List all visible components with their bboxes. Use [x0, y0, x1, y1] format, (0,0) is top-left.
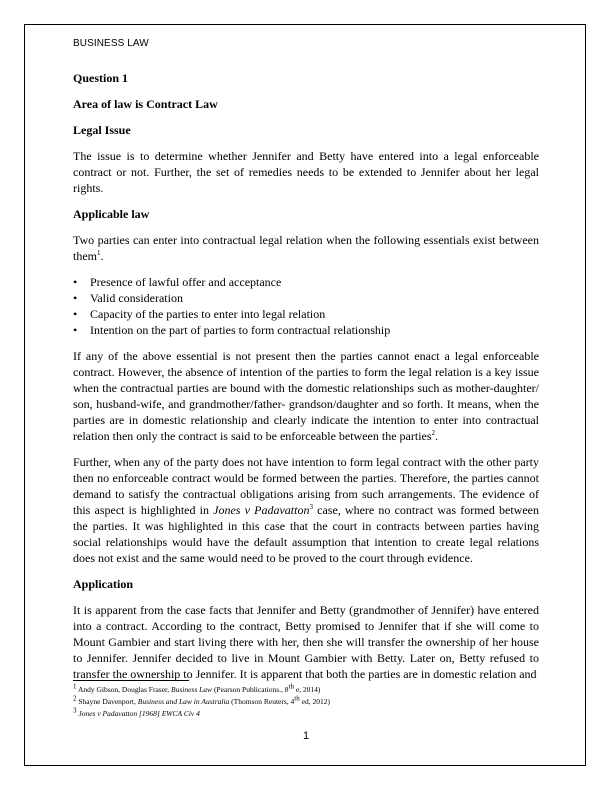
applicable-law-heading: Applicable law — [73, 207, 150, 221]
para3-text-b: case, where no contract was formed between the parties. It was highlighted in this case that the court in contracts between parties having social relationships would have the default assumption that intention to create legal relations does not exist and the same would need to be proved to the court through evidence. — [73, 503, 539, 565]
footnotes — [73, 684, 539, 720]
intro-end: . — [100, 249, 104, 263]
case-name: Jones v Padavatton — [213, 503, 310, 517]
application-heading: Application — [73, 577, 134, 591]
document-body — [73, 70, 539, 682]
para2-text: If any of the above essential is not present then the parties cannot enact a legal enforceable contract. However, the absence of intention of the parties to form the legal relation is a key issue when the contractual parties are bound with the domestic relationships such as mother-daughter/ son, husband-wife, and grandmother/father- grandson/daughter and so forth. It means, when the parties are in domestic relationship and clearly indicate the intention to enter into contractual relation then only the contract is said to be enforceable between the parties — [73, 349, 539, 443]
para3-text-a: Further, when any of the party does not have intention to form legal contract with the other party then no enforceable contract would be formed between the parties. Therefore, the parties cannot demand to satisfy the contractual obligations arising from such arrangements. The evidence of this aspect is highlighted in — [73, 455, 539, 517]
intention-paragraph — [73, 454, 539, 566]
area-of-law-heading: Area of law is Contract Law — [73, 97, 218, 111]
question-title: Question 1 — [73, 71, 129, 85]
list-item: • Presence of lawful offer and acceptance — [73, 274, 539, 290]
legal-issue-heading: Legal Issue — [73, 123, 131, 137]
essentials-paragraph — [73, 348, 539, 444]
footnote-1: $^1$ Andy Gibson, Douglas Fraser, Business Law (Pearson Publications., 8th e, 2014) — [73, 682, 321, 694]
list-item: • Capacity of the parties to enter into legal relation — [73, 306, 539, 322]
page-number: 1 — [302, 730, 310, 742]
legal-issue-paragraph: The issue is to determine whether Jennifer and Betty have entered into a legal enforceable contract or not. Further, the set of remedies needs to be extended to Jennifer about her legal rights. — [73, 149, 539, 195]
footnote-2: $^2$ Shayne Davenport, Business and Law in Australia (Thomson Reuters, 4th ed, 2012) — [73, 694, 330, 706]
footnote-ref-1: 1 — [97, 249, 101, 257]
footnote-separator — [73, 680, 189, 681]
list-item: • Intention on the part of parties to form contractual relationship — [73, 322, 539, 338]
para2-end: . — [435, 429, 439, 443]
running-header: BUSINESS LAW — [73, 38, 149, 49]
footnote-ref-3: 3 — [309, 503, 313, 511]
intro-text: Two parties can enter into contractual legal relation when the following essentials exist between them — [73, 233, 539, 263]
application-paragraph: It is apparent from the case facts that Jennifer and Betty (grandmother of Jennifer) have entered into a contract. According to the contract, Betty promised to Jennifer that if she will come to Mount Gambier and start living there with her, then she will transfer the ownership of her house to Jennifer. Jennifer decided to live in Mount Gambier with Betty. Later on, Betty refused to transfer the ownership to Jennifer. It is apparent that both the parties are in domestic relation and — [73, 603, 539, 681]
list-item: • Valid consideration — [73, 290, 539, 306]
essentials-list — [73, 274, 539, 338]
footnote-3: $^3$ Jones v Padavatton [1968] EWCA Civ 4 — [73, 706, 200, 718]
footnote-ref-2: 2 — [431, 429, 436, 437]
applicable-law-intro — [73, 232, 539, 264]
